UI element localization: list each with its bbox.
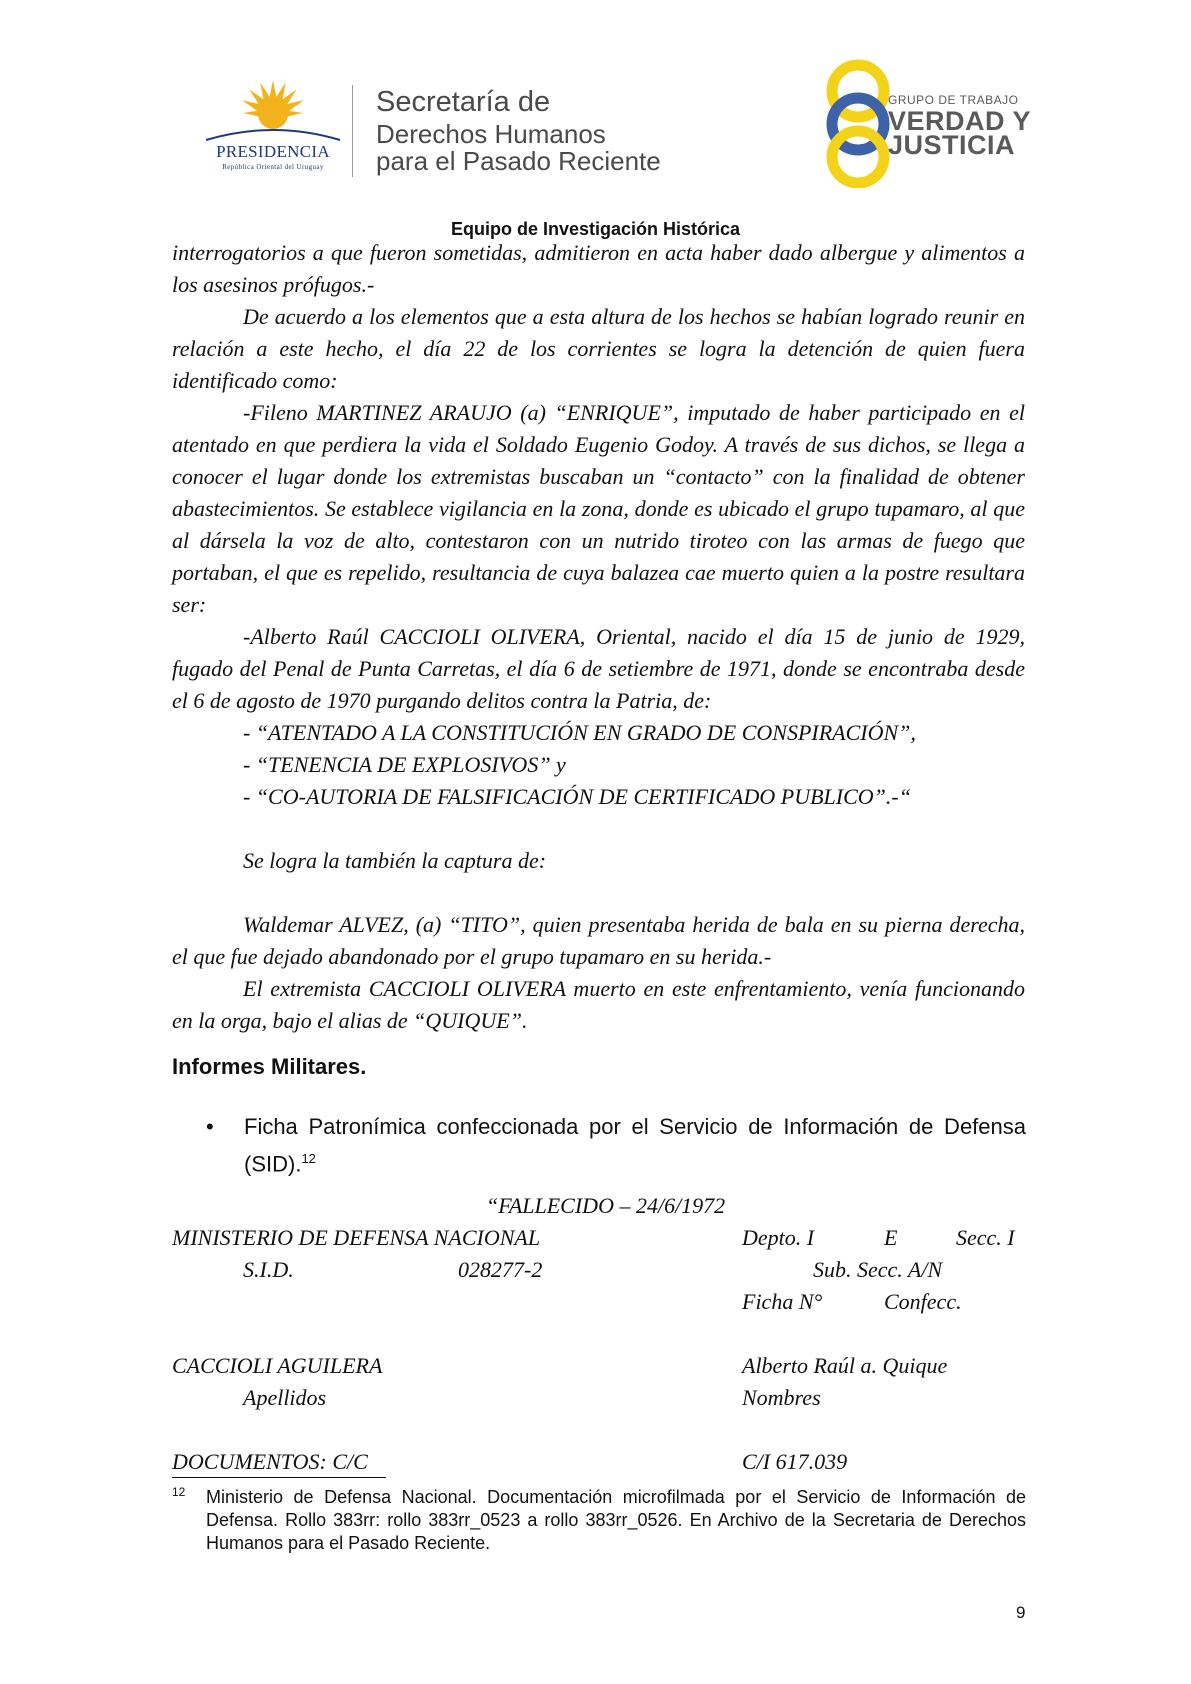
nombres-value: Alberto Raúl a. Quique xyxy=(742,1353,948,1378)
sid-number: 028277-2 xyxy=(458,1257,543,1282)
paragraph-3: -Fileno MARTINEZ ARAUJO (a) “ENRIQUE”, imputado de haber participado en el atentado en que perdiera la vida el Soldado Eugenio Godoy. A través de sus dichos, se llega a conocer el lugar donde los extremistas buscaban un “contacto” con la finalidad de obtener abastecimientos. Se establece vigilancia en la zona, donde es ubicado el grupo tupamaro, al que al dársela la voz de alto, contestaron con un nutrido tiroteo con las armas de fuego que portaban, el que es repelido, resultancia de cuya balazea cae muerto quien a la postre resultara ser: xyxy=(172,400,1025,617)
presidencia-subtitle: República Oriental del Uruguay xyxy=(222,163,324,171)
paragraph-7: El extremista CACCIOLI OLIVERA muerto en este enfrentamiento, venía funcionando en la orga, bajo el alias de “QUIQUE”. xyxy=(172,976,1025,1033)
bullet-text: Ficha Patronímica confeccionada por el Servicio de Información de Defensa (SID). xyxy=(244,1114,1026,1177)
header-divider xyxy=(352,85,353,177)
footnote-separator xyxy=(172,1477,386,1478)
footnote-reference[interactable]: 12 xyxy=(301,1151,316,1166)
footnote-text: Ministerio de Defensa Nacional. Documentación microfilmada por el Servicio de Información de Defensa. Rollo 383rr: rollo 383rr_0523 a rollo 383rr_0526. En Archivo de la Secretaria de Derechos Humanos para el Pasado Reciente. xyxy=(206,1487,1026,1553)
bullet-item xyxy=(244,1111,1026,1180)
sun-logo-icon xyxy=(198,80,348,142)
paragraph-1: interrogatorios a que fueron sometidas, admitieron en acta haber dado albergue y alimentos a los asesinos prófugos.- xyxy=(172,240,1025,297)
paragraph-4: -Alberto Raúl CACCIOLI OLIVERA, Oriental, nacido el día 15 de junio de 1929, fugado del Penal de Punta Carretas, el día 6 de setiembre de 1971, donde se encontraba desde el 6 de agosto de 1970 purgando delitos contra la Patria, de: xyxy=(172,624,1025,713)
ministerio: MINISTERIO DE DEFENSA NACIONAL xyxy=(172,1225,541,1250)
e-field: E xyxy=(884,1225,898,1250)
team-title: Equipo de Investigación Histórica xyxy=(450,219,741,239)
documentos: DOCUMENTOS: C/C xyxy=(172,1449,368,1474)
apellidos-label: Apellidos xyxy=(243,1385,327,1410)
footnote-number: 12 xyxy=(172,1485,186,1499)
section-heading: Informes Militares. xyxy=(172,1054,367,1079)
grupo-line-1: GRUPO DE TRABAJO xyxy=(888,93,1019,107)
sub-secc: Sub. Secc. A/N xyxy=(813,1257,943,1282)
page-number: 9 xyxy=(1016,1603,1026,1622)
grupo-line-2: VERDAD Y xyxy=(888,106,1032,136)
paragraph-6: Waldemar ALVEZ, (a) “TITO”, quien presentaba herida de bala en su pierna derecha, el que fue dejado abandonado por el grupo tupamaro en su herida.- xyxy=(172,912,1025,969)
paragraph-2: De acuerdo a los elementos que a esta altura de los hechos se habían logrado reunir en relación a este hecho, el día 22 de los corrientes se logra la detención de quien fuera identificado como: xyxy=(172,304,1025,393)
ficha-number: Ficha N° xyxy=(742,1289,823,1314)
secc: Secc. I xyxy=(956,1225,1015,1250)
confecc: Confecc. xyxy=(884,1289,962,1314)
crime-item: - “CO-AUTORIA DE FALSIFICACIÓN DE CERTIFICADO PUBLICO”.-“ xyxy=(243,784,911,809)
nombres-label: Nombres xyxy=(742,1385,821,1410)
crime-item: - “ATENTADO A LA CONSTITUCIÓN EN GRADO DE CONSPIRACIÓN”, xyxy=(243,720,916,745)
secretaria-line-3: para el Pasado Reciente xyxy=(376,146,661,176)
fallecido-line: “FALLECIDO – 24/6/1972 xyxy=(486,1193,726,1218)
secretaria-line-1: Secretaría de xyxy=(376,86,551,118)
sid: S.I.D. xyxy=(243,1257,294,1282)
crime-item: - “TENENCIA DE EXPLOSIVOS” y xyxy=(243,752,566,777)
paragraph-5: Se logra la también la captura de: xyxy=(243,848,547,873)
ci-number: C/I 617.039 xyxy=(742,1449,848,1474)
bullet-icon: • xyxy=(206,1114,214,1139)
depto: Depto. I xyxy=(742,1225,815,1250)
apellidos-value: CACCIOLI AGUILERA xyxy=(172,1353,383,1378)
grupo-line-3: JUSTICIA xyxy=(888,130,1016,160)
secretaria-line-2: Derechos Humanos xyxy=(376,119,606,149)
presidencia-name: PRESIDENCIA xyxy=(216,142,330,161)
